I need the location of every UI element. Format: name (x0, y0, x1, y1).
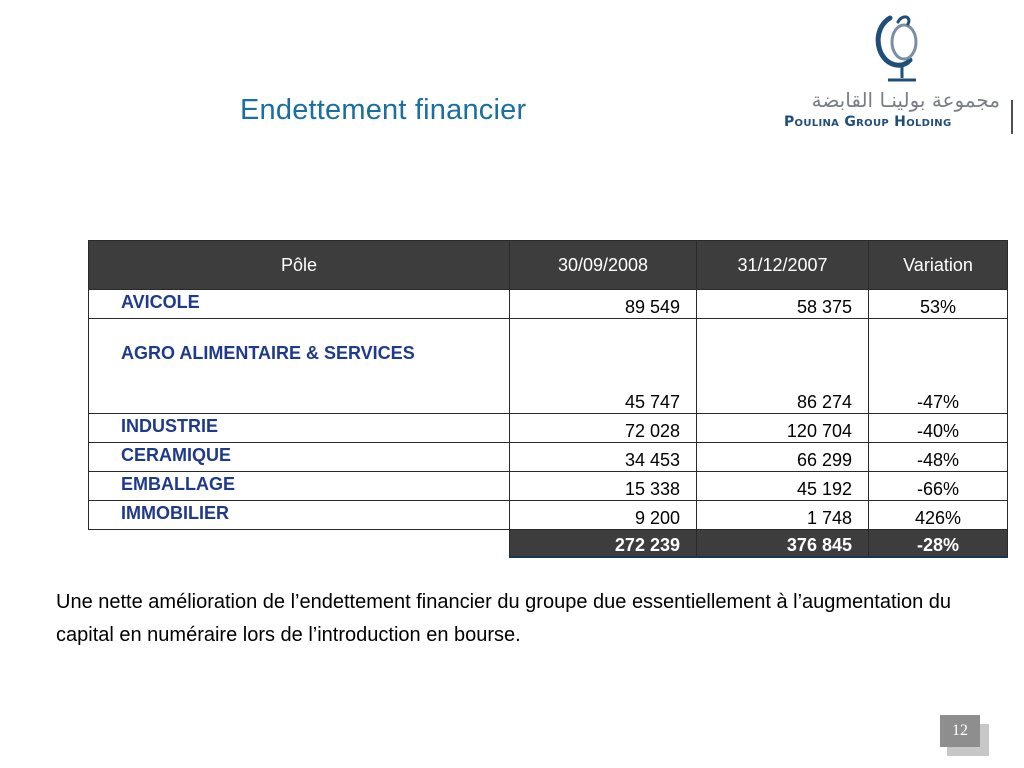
logo-divider (1011, 100, 1013, 134)
debt-table (88, 240, 1008, 558)
table-row (89, 443, 1008, 472)
row-pole: CERAMIQUE (89, 443, 510, 472)
row-pole: EMBALLAGE (89, 472, 510, 501)
row-value-2008: 72 028 (510, 414, 697, 443)
row-variation: -66% (869, 472, 1008, 501)
row-value-2007: 120 704 (697, 414, 869, 443)
row-variation: -40% (869, 414, 1008, 443)
logo-arabic-text: مجموعة بولينـا القابضة (811, 88, 1000, 112)
logo-latin-text: Poulina Group Holding (784, 114, 952, 130)
company-logo (780, 10, 1020, 140)
total-value-2008: 272 239 (510, 530, 697, 558)
table-header-row (89, 241, 1008, 290)
row-value-2008: 15 338 (510, 472, 697, 501)
total-variation: -28% (869, 530, 1008, 558)
slide-title: Endettement financier (240, 94, 527, 126)
header-date-2008: 30/09/2008 (510, 241, 697, 290)
table-row (89, 290, 1008, 319)
slide-comment: Une nette amélioration de l’endettement financier du groupe due essentiellement à l’augmentation du capital en numéraire lors de l’introduction en bourse. (56, 591, 952, 646)
row-pole: INDUSTRIE (89, 414, 510, 443)
row-pole: AVICOLE (89, 290, 510, 319)
total-empty-cell (89, 530, 510, 558)
header-variation: Variation (869, 241, 1008, 290)
table-row (89, 319, 1008, 414)
table-row (89, 414, 1008, 443)
row-variation: -48% (869, 443, 1008, 472)
logo-emblem-icon (868, 10, 928, 90)
row-value-2007: 45 192 (697, 472, 869, 501)
total-value-2007: 376 845 (697, 530, 869, 558)
row-value-2007: 86 274 (697, 319, 869, 414)
row-value-2008: 45 747 (510, 319, 697, 414)
row-pole: IMMOBILIER (89, 501, 510, 530)
row-pole: AGRO ALIMENTAIRE & SERVICES (89, 319, 510, 414)
row-value-2008: 34 453 (510, 443, 697, 472)
row-value-2007: 58 375 (697, 290, 869, 319)
header-pole: Pôle (89, 241, 510, 290)
row-value-2007: 1 748 (697, 501, 869, 530)
row-value-2007: 66 299 (697, 443, 869, 472)
header-date-2007: 31/12/2007 (697, 241, 869, 290)
row-variation: -47% (869, 319, 1008, 414)
row-variation: 53% (869, 290, 1008, 319)
table-total-row (89, 530, 1008, 558)
table-row (89, 472, 1008, 501)
row-value-2008: 9 200 (510, 501, 697, 530)
table-row (89, 501, 1008, 530)
row-value-2008: 89 549 (510, 290, 697, 319)
page-number: 12 (940, 715, 980, 747)
row-variation: 426% (869, 501, 1008, 530)
